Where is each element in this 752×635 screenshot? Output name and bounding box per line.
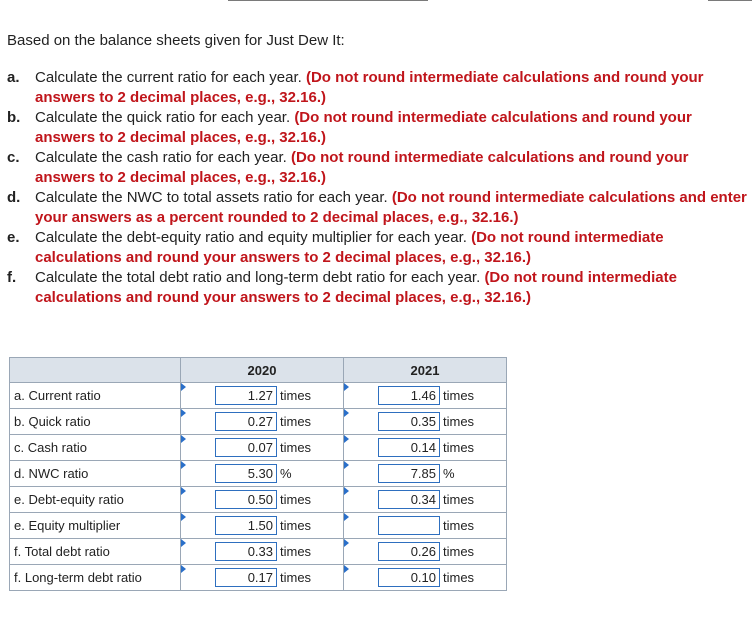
answer-cell-2020 — [181, 487, 344, 513]
answer-input-2021[interactable]: 0.34 — [378, 490, 440, 509]
question-letter: c. — [7, 149, 20, 166]
question-letter: e. — [7, 229, 20, 246]
row-label: d. NWC ratio — [10, 461, 181, 487]
question-item — [7, 188, 747, 228]
header-2020: 2020 — [181, 358, 344, 383]
question-letter: d. — [7, 189, 21, 206]
answer-cell-2020 — [181, 435, 344, 461]
unit-label: times — [280, 492, 312, 507]
question-item — [7, 68, 747, 108]
answer-cell-2021 — [344, 565, 507, 591]
answer-cell-wrap — [344, 461, 506, 486]
answer-input-2020[interactable]: 1.50 — [215, 516, 277, 535]
table-row — [10, 435, 507, 461]
answer-cell-2020 — [181, 409, 344, 435]
cell-marker-icon — [344, 383, 349, 391]
question-text: Calculate the quick ratio for each year. — [35, 109, 291, 126]
cell-marker-icon — [344, 409, 349, 417]
question-note: (Do not round intermediate calculations and round your answers to 2 decimal places, e.g., 32.16.) — [35, 149, 689, 186]
cell-marker-icon — [344, 461, 349, 469]
table-row — [10, 383, 507, 409]
answer-cell-wrap — [344, 487, 506, 512]
unit-label: % — [443, 466, 455, 481]
answer-cell-2021 — [344, 409, 507, 435]
question-text: Calculate the cash ratio for each year. — [35, 149, 287, 166]
intro-text: Based on the balance sheets given for Just Dew It: — [7, 32, 345, 49]
unit-label: times — [280, 440, 312, 455]
cell-marker-icon — [344, 565, 349, 573]
answer-input-2020[interactable]: 1.27 — [215, 386, 277, 405]
question-body — [35, 228, 747, 268]
answer-input-2021[interactable] — [378, 516, 440, 535]
answer-input-2020[interactable]: 0.07 — [215, 438, 277, 457]
question-letter: b. — [7, 109, 21, 126]
table-row — [10, 461, 507, 487]
question-letter: f. — [7, 269, 17, 286]
cell-marker-icon — [181, 435, 186, 443]
row-label: b. Quick ratio — [10, 409, 181, 435]
question-body — [35, 68, 747, 108]
answer-cell-2020 — [181, 461, 344, 487]
question-note: (Do not round intermediate calculations and round your answers to 2 decimal places, e.g., 32.16.) — [35, 69, 704, 106]
answer-cell-2020 — [181, 383, 344, 409]
row-label: f. Long-term debt ratio — [10, 565, 181, 591]
answer-table — [9, 357, 507, 591]
answer-cell-2020 — [181, 513, 344, 539]
answer-cell-2021 — [344, 539, 507, 565]
question-body — [35, 188, 747, 228]
question-letter: a. — [7, 69, 20, 86]
question-note: (Do not round intermediate calculations and round your answers to 2 decimal places, e.g., 32.16.) — [35, 229, 664, 266]
unit-label: times — [443, 518, 475, 533]
cell-marker-icon — [181, 409, 186, 417]
answer-input-2020[interactable]: 5.30 — [215, 464, 277, 483]
cell-marker-icon — [181, 383, 186, 391]
answer-input-2021[interactable]: 0.35 — [378, 412, 440, 431]
question-list — [7, 68, 747, 308]
header-2021: 2021 — [344, 358, 507, 383]
answer-cell-wrap — [344, 383, 506, 408]
answer-cell-wrap — [181, 539, 343, 564]
answer-input-2020[interactable]: 0.17 — [215, 568, 277, 587]
row-label: a. Current ratio — [10, 383, 181, 409]
unit-label: times — [443, 544, 475, 559]
row-label: c. Cash ratio — [10, 435, 181, 461]
table-row — [10, 539, 507, 565]
question-item — [7, 108, 747, 148]
cell-marker-icon — [344, 539, 349, 547]
cell-marker-icon — [344, 487, 349, 495]
unit-label: times — [443, 492, 475, 507]
question-body — [35, 108, 747, 148]
question-note: (Do not round intermediate calculations and enter your answers as a percent rounded to 2 decimal places, e.g., 32.16.) — [35, 189, 747, 226]
answer-cell-wrap — [181, 435, 343, 460]
top-divider-right — [708, 0, 752, 1]
answer-cell-wrap — [181, 383, 343, 408]
unit-label: times — [443, 388, 475, 403]
answer-input-2020[interactable]: 0.33 — [215, 542, 277, 561]
table-row — [10, 409, 507, 435]
answer-cell-2021 — [344, 435, 507, 461]
answer-cell-2021 — [344, 487, 507, 513]
answer-cell-wrap — [344, 565, 506, 590]
question-text: Calculate the NWC to total assets ratio for each year. — [35, 189, 388, 206]
answer-cell-2021 — [344, 513, 507, 539]
answer-input-2021[interactable]: 7.85 — [378, 464, 440, 483]
answer-cell-2020 — [181, 539, 344, 565]
header-label-cell — [10, 358, 181, 383]
answer-cell-wrap — [181, 461, 343, 486]
answer-input-2020[interactable]: 0.50 — [215, 490, 277, 509]
unit-label: times — [443, 570, 475, 585]
answer-input-2021[interactable]: 0.26 — [378, 542, 440, 561]
unit-label: times — [443, 414, 475, 429]
question-text: Calculate the debt-equity ratio and equity multiplier for each year. — [35, 229, 467, 246]
unit-label: times — [280, 414, 312, 429]
unit-label: times — [280, 388, 312, 403]
table-row — [10, 487, 507, 513]
question-text: Calculate the current ratio for each year. — [35, 69, 302, 86]
question-body — [35, 268, 747, 308]
question-text: Calculate the total debt ratio and long-term debt ratio for each year. — [35, 269, 481, 286]
cell-marker-icon — [181, 565, 186, 573]
question-item — [7, 228, 747, 268]
answer-input-2021[interactable]: 0.14 — [378, 438, 440, 457]
answer-cell-2020 — [181, 565, 344, 591]
answer-cell-wrap — [181, 565, 343, 590]
row-label: e. Equity multiplier — [10, 513, 181, 539]
question-item — [7, 268, 747, 308]
answer-cell-2021 — [344, 461, 507, 487]
question-note: (Do not round intermediate calculations and round your answers to 2 decimal places, e.g., 32.16.) — [35, 109, 692, 146]
answer-input-2020[interactable]: 0.27 — [215, 412, 277, 431]
answer-cell-wrap — [344, 409, 506, 434]
row-label: e. Debt-equity ratio — [10, 487, 181, 513]
answer-input-2021[interactable]: 1.46 — [378, 386, 440, 405]
unit-label: times — [443, 440, 475, 455]
unit-label: times — [280, 570, 312, 585]
answer-cell-wrap — [344, 435, 506, 460]
cell-marker-icon — [344, 513, 349, 521]
unit-label: % — [280, 466, 292, 481]
cell-marker-icon — [181, 487, 186, 495]
cell-marker-icon — [181, 513, 186, 521]
table-row — [10, 513, 507, 539]
question-item — [7, 148, 747, 188]
question-body — [35, 148, 747, 188]
unit-label: times — [280, 518, 312, 533]
question-note: (Do not round intermediate calculations and round your answers to 2 decimal places, e.g., 32.16.) — [35, 269, 677, 306]
top-divider-left — [228, 0, 428, 1]
cell-marker-icon — [181, 539, 186, 547]
answer-cell-wrap — [181, 513, 343, 538]
cell-marker-icon — [344, 435, 349, 443]
answer-cell-2021 — [344, 383, 507, 409]
table-row — [10, 565, 507, 591]
answer-cell-wrap — [181, 487, 343, 512]
answer-cell-wrap — [181, 409, 343, 434]
answer-cell-wrap — [344, 513, 506, 538]
table-header-row — [10, 358, 507, 383]
row-label: f. Total debt ratio — [10, 539, 181, 565]
unit-label: times — [280, 544, 312, 559]
cell-marker-icon — [181, 461, 186, 469]
answer-input-2021[interactable]: 0.10 — [378, 568, 440, 587]
answer-cell-wrap — [344, 539, 506, 564]
